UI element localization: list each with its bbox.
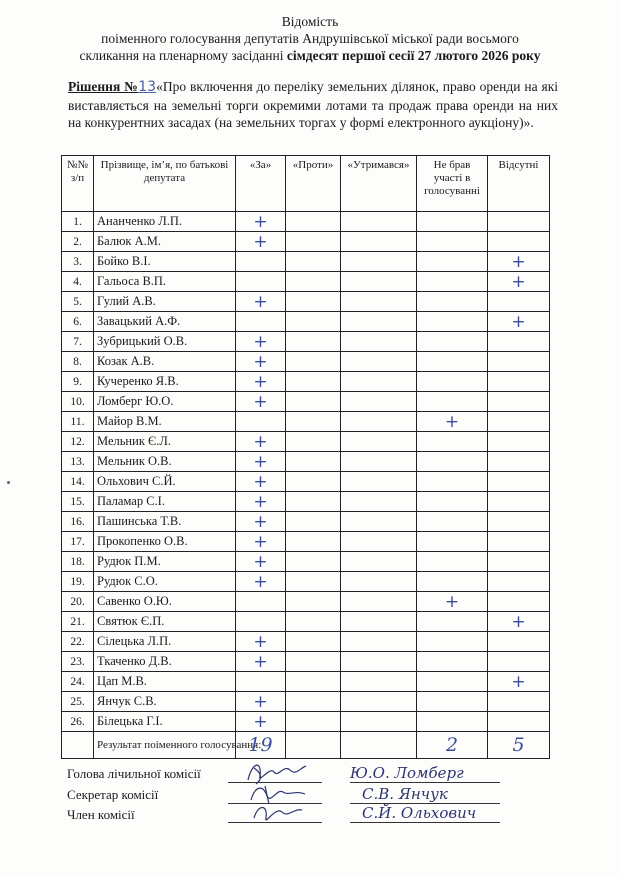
row-number: 16. <box>62 512 94 532</box>
deputy-name: Кучеренко Я.В. <box>94 372 236 392</box>
deputy-name: Козак А.В. <box>94 352 236 372</box>
col-header-name: Прізвище, ім’я, по батькові депутата <box>94 156 236 212</box>
row-number: 14. <box>62 472 94 492</box>
vote-cell-utrymavsia <box>341 312 417 332</box>
decision-label: Рішення № <box>68 79 139 94</box>
vote-cell-nopart <box>417 292 488 312</box>
vote-cell-utrymavsia <box>341 292 417 312</box>
vote-mark: + <box>253 391 268 412</box>
vote-cell-utrymavsia <box>341 612 417 632</box>
vote-cell-absent <box>488 372 550 392</box>
deputy-name: Ольхович С.Й. <box>94 472 236 492</box>
vote-cell-proty <box>286 532 341 552</box>
vote-cell-za <box>236 372 286 392</box>
vote-cell-nopart <box>417 592 488 612</box>
vote-cell-utrymavsia <box>341 632 417 652</box>
deputy-name: Балюк А.М. <box>94 232 236 252</box>
deputy-name: Прокопенко О.В. <box>94 532 236 552</box>
vote-cell-absent <box>488 212 550 232</box>
vote-cell-absent <box>488 452 550 472</box>
row-number: 3. <box>62 252 94 272</box>
vote-cell-nopart <box>417 232 488 252</box>
result-absent: 5 <box>488 732 550 759</box>
vote-cell-absent <box>488 492 550 512</box>
deputy-name: Ломберг Ю.О. <box>94 392 236 412</box>
vote-mark: + <box>253 451 268 472</box>
vote-cell-proty <box>286 652 341 672</box>
vote-cell-proty <box>286 272 341 292</box>
vote-cell-za <box>236 212 286 232</box>
vote-cell-proty <box>286 492 341 512</box>
vote-cell-absent <box>488 712 550 732</box>
row-number: 26. <box>62 712 94 732</box>
deputy-name: Цап М.В. <box>94 672 236 692</box>
table-row <box>62 632 550 652</box>
table-row <box>62 312 550 332</box>
vote-cell-proty <box>286 252 341 272</box>
vote-cell-proty <box>286 592 341 612</box>
vote-cell-absent <box>488 392 550 412</box>
vote-cell-proty <box>286 712 341 732</box>
vote-cell-utrymavsia <box>341 692 417 712</box>
deputy-name: Ткаченко Д.В. <box>94 652 236 672</box>
vote-cell-za <box>236 412 286 432</box>
deputy-name: Білецька Г.І. <box>94 712 236 732</box>
row-number: 2. <box>62 232 94 252</box>
col-header-no-participation: Не брав участі в голосуванні <box>417 156 488 212</box>
vote-cell-absent <box>488 552 550 572</box>
col-header-absent: Відсутні <box>488 156 550 212</box>
row-number: 5. <box>62 292 94 312</box>
vote-cell-za <box>236 572 286 592</box>
vote-cell-za <box>236 252 286 272</box>
vote-cell-proty <box>286 332 341 352</box>
vote-cell-utrymavsia <box>341 392 417 412</box>
vote-cell-za <box>236 672 286 692</box>
vote-cell-nopart <box>417 352 488 372</box>
table-row <box>62 292 550 312</box>
vote-cell-nopart <box>417 212 488 232</box>
vote-cell-proty <box>286 372 341 392</box>
doc-subtitle: поіменного голосування депутатів Андрушівської міської ради восьмого <box>101 31 519 46</box>
vote-cell-proty <box>286 672 341 692</box>
deputy-name: Ананченко Л.П. <box>94 212 236 232</box>
vote-cell-utrymavsia <box>341 572 417 592</box>
vote-mark: + <box>511 251 526 272</box>
vote-cell-absent <box>488 672 550 692</box>
row-number: 6. <box>62 312 94 332</box>
table-row <box>62 352 550 372</box>
table-row <box>62 592 550 612</box>
vote-cell-utrymavsia <box>341 672 417 692</box>
row-number: 4. <box>62 272 94 292</box>
table-row <box>62 392 550 412</box>
vote-cell-absent <box>488 312 550 332</box>
vote-cell-nopart <box>417 332 488 352</box>
vote-mark: + <box>253 631 268 652</box>
vote-cell-utrymavsia <box>341 452 417 472</box>
deputy-name: Сілецька Л.П. <box>94 632 236 652</box>
col-header-proty: «Проти» <box>286 156 341 212</box>
vote-mark: + <box>253 571 268 592</box>
row-number: 1. <box>62 212 94 232</box>
row-number: 15. <box>62 492 94 512</box>
vote-mark: + <box>253 491 268 512</box>
vote-cell-nopart <box>417 432 488 452</box>
table-row <box>62 412 550 432</box>
vote-cell-utrymavsia <box>341 532 417 552</box>
vote-cell-absent <box>488 632 550 652</box>
row-number: 24. <box>62 672 94 692</box>
vote-cell-nopart <box>417 372 488 392</box>
row-number: 11. <box>62 412 94 432</box>
vote-cell-proty <box>286 612 341 632</box>
vote-cell-utrymavsia <box>341 492 417 512</box>
sig-name-line-head <box>350 782 500 783</box>
vote-cell-utrymavsia <box>341 212 417 232</box>
vote-mark: + <box>253 651 268 672</box>
vote-cell-nopart <box>417 712 488 732</box>
table-row <box>62 512 550 532</box>
vote-mark: + <box>253 711 268 732</box>
vote-mark: + <box>253 331 268 352</box>
deputy-name: Янчук С.В. <box>94 692 236 712</box>
vote-cell-utrymavsia <box>341 512 417 532</box>
row-number: 7. <box>62 332 94 352</box>
row-number: 8. <box>62 352 94 372</box>
vote-cell-nopart <box>417 392 488 412</box>
vote-cell-za <box>236 312 286 332</box>
row-number: 10. <box>62 392 94 412</box>
vote-cell-absent <box>488 432 550 452</box>
vote-cell-za <box>236 692 286 712</box>
vote-cell-za <box>236 232 286 252</box>
vote-cell-utrymavsia <box>341 372 417 392</box>
sig-name-member: С.Й. Ольхович <box>362 804 477 822</box>
deputy-name: Рудюк П.М. <box>94 552 236 572</box>
sig-label-member: Член комісії <box>67 807 135 822</box>
vote-mark: + <box>511 271 526 292</box>
vote-cell-utrymavsia <box>341 472 417 492</box>
vote-mark: + <box>253 371 268 392</box>
scan-speck <box>7 481 10 484</box>
sig-label-secretary: Секретар комісії <box>67 787 159 802</box>
vote-cell-za <box>236 492 286 512</box>
vote-mark: + <box>253 511 268 532</box>
vote-cell-za <box>236 592 286 612</box>
col-header-za: «За» <box>236 156 286 212</box>
vote-cell-za <box>236 552 286 572</box>
doc-subtitle-session: скликання на пленарному засіданні сімдесят першої сесії 27 лютого 2026 року <box>79 48 541 63</box>
deputy-name: Пашинська Т.В. <box>94 512 236 532</box>
row-number: 25. <box>62 692 94 712</box>
table-row <box>62 712 550 732</box>
table-row <box>62 232 550 252</box>
table-row <box>62 692 550 712</box>
vote-cell-za <box>236 292 286 312</box>
vote-table <box>61 155 550 759</box>
vote-cell-proty <box>286 292 341 312</box>
table-row <box>62 652 550 672</box>
vote-mark: + <box>253 691 268 712</box>
vote-cell-utrymavsia <box>341 332 417 352</box>
vote-mark: + <box>253 351 268 372</box>
table-row <box>62 272 550 292</box>
row-number: 17. <box>62 532 94 552</box>
table-row <box>62 332 550 352</box>
vote-cell-nopart <box>417 452 488 472</box>
vote-cell-proty <box>286 452 341 472</box>
vote-cell-proty <box>286 572 341 592</box>
vote-cell-utrymavsia <box>341 252 417 272</box>
vote-cell-za <box>236 532 286 552</box>
vote-cell-proty <box>286 212 341 232</box>
col-header-number: №№ з/п <box>62 156 94 212</box>
vote-cell-utrymavsia <box>341 272 417 292</box>
vote-cell-utrymavsia <box>341 232 417 252</box>
vote-cell-proty <box>286 692 341 712</box>
deputy-name: Мельник Є.Л. <box>94 432 236 452</box>
vote-mark: + <box>253 551 268 572</box>
vote-cell-absent <box>488 572 550 592</box>
vote-cell-za <box>236 712 286 732</box>
deputy-name: Рудюк С.О. <box>94 572 236 592</box>
result-za: 19 <box>236 732 286 759</box>
vote-cell-utrymavsia <box>341 432 417 452</box>
col-header-utrymavsia: «Утримався» <box>341 156 417 212</box>
vote-cell-proty <box>286 632 341 652</box>
vote-cell-nopart <box>417 532 488 552</box>
vote-mark: + <box>511 311 526 332</box>
table-row <box>62 612 550 632</box>
vote-mark: + <box>253 211 268 232</box>
vote-cell-nopart <box>417 492 488 512</box>
vote-cell-za <box>236 272 286 292</box>
deputy-name: Бойко В.І. <box>94 252 236 272</box>
vote-cell-za <box>236 392 286 412</box>
vote-cell-proty <box>286 472 341 492</box>
row-number: 21. <box>62 612 94 632</box>
vote-cell-utrymavsia <box>341 592 417 612</box>
table-row <box>62 532 550 552</box>
vote-cell-absent <box>488 532 550 552</box>
vote-mark: + <box>511 611 526 632</box>
vote-cell-proty <box>286 312 341 332</box>
vote-cell-absent <box>488 232 550 252</box>
vote-cell-proty <box>286 432 341 452</box>
vote-cell-utrymavsia <box>341 412 417 432</box>
deputy-name: Гальоса В.П. <box>94 272 236 292</box>
vote-cell-absent <box>488 332 550 352</box>
deputy-name: Зубрицький О.В. <box>94 332 236 352</box>
vote-cell-absent <box>488 292 550 312</box>
doc-title: Відомість <box>281 14 339 29</box>
vote-cell-nopart <box>417 692 488 712</box>
sig-name-line-member <box>350 822 500 823</box>
vote-cell-absent <box>488 272 550 292</box>
vote-cell-nopart <box>417 572 488 592</box>
row-number: 18. <box>62 552 94 572</box>
vote-cell-utrymavsia <box>341 712 417 732</box>
sig-name-head: Ю.О. Ломберг <box>350 764 464 782</box>
table-body <box>62 212 550 732</box>
vote-cell-proty <box>286 392 341 412</box>
vote-cell-nopart <box>417 512 488 532</box>
result-no-participation: 2 <box>417 732 488 759</box>
vote-cell-absent <box>488 692 550 712</box>
table-row <box>62 432 550 452</box>
vote-cell-za <box>236 452 286 472</box>
vote-cell-za <box>236 512 286 532</box>
row-number: 9. <box>62 372 94 392</box>
row-number: 12. <box>62 432 94 452</box>
decision-paragraph <box>68 78 558 132</box>
vote-cell-absent <box>488 612 550 632</box>
vote-cell-absent <box>488 252 550 272</box>
decision-number: 13 <box>138 79 157 95</box>
row-number: 19. <box>62 572 94 592</box>
vote-cell-za <box>236 652 286 672</box>
deputy-name: Мельник О.В. <box>94 452 236 472</box>
vote-mark: + <box>253 231 268 252</box>
vote-cell-proty <box>286 232 341 252</box>
row-number: 20. <box>62 592 94 612</box>
vote-cell-nopart <box>417 632 488 652</box>
deputy-name: Савенко О.Ю. <box>94 592 236 612</box>
vote-mark: + <box>511 671 526 692</box>
deputy-name: Святюк Є.П. <box>94 612 236 632</box>
table-row <box>62 552 550 572</box>
vote-cell-utrymavsia <box>341 652 417 672</box>
vote-cell-proty <box>286 352 341 372</box>
sig-name-secretary: С.В. Янчук <box>362 785 448 803</box>
vote-cell-utrymavsia <box>341 352 417 372</box>
decision-text: «Про включення до переліку земельних ділянок, право оренди на які виставляється на земельні торги окремими лотами та продаж права оренди на них на конкурентних засадах (на земельних торгах у формі електронного аукціону)». <box>68 79 559 130</box>
vote-cell-nopart <box>417 252 488 272</box>
result-utrymavsia <box>341 732 417 759</box>
signature-member-scribble <box>248 800 308 828</box>
vote-cell-za <box>236 632 286 652</box>
result-label: Результат поіменного голосування: <box>94 732 236 759</box>
vote-cell-absent <box>488 352 550 372</box>
vote-cell-absent <box>488 472 550 492</box>
vote-mark: + <box>253 531 268 552</box>
vote-cell-nopart <box>417 312 488 332</box>
vote-cell-nopart <box>417 472 488 492</box>
vote-mark: + <box>253 431 268 452</box>
result-proty <box>286 732 341 759</box>
vote-cell-za <box>236 612 286 632</box>
vote-cell-nopart <box>417 612 488 632</box>
row-number: 23. <box>62 652 94 672</box>
vote-cell-proty <box>286 412 341 432</box>
vote-cell-absent <box>488 512 550 532</box>
table-row <box>62 492 550 512</box>
vote-cell-nopart <box>417 272 488 292</box>
vote-cell-proty <box>286 512 341 532</box>
table-row <box>62 252 550 272</box>
row-number: 13. <box>62 452 94 472</box>
vote-cell-absent <box>488 412 550 432</box>
sig-label-head: Голова лічильної комісії <box>67 766 201 781</box>
vote-cell-nopart <box>417 552 488 572</box>
vote-cell-utrymavsia <box>341 552 417 572</box>
table-row <box>62 452 550 472</box>
table-row <box>62 372 550 392</box>
deputy-name: Завацький А.Ф. <box>94 312 236 332</box>
table-row <box>62 672 550 692</box>
deputy-name: Гулий А.В. <box>94 292 236 312</box>
vote-cell-absent <box>488 592 550 612</box>
table-row <box>62 212 550 232</box>
table-row <box>62 472 550 492</box>
vote-cell-nopart <box>417 412 488 432</box>
vote-cell-za <box>236 352 286 372</box>
vote-mark: + <box>253 291 268 312</box>
deputy-name: Паламар С.І. <box>94 492 236 512</box>
vote-cell-za <box>236 332 286 352</box>
vote-cell-za <box>236 432 286 452</box>
vote-mark: + <box>253 471 268 492</box>
vote-cell-proty <box>286 552 341 572</box>
vote-cell-nopart <box>417 652 488 672</box>
result-row <box>62 732 550 759</box>
table-row <box>62 572 550 592</box>
row-number: 22. <box>62 632 94 652</box>
vote-cell-nopart <box>417 672 488 692</box>
table-header-row <box>62 156 550 212</box>
vote-cell-absent <box>488 652 550 672</box>
vote-mark: + <box>444 411 460 432</box>
vote-mark: + <box>444 591 460 612</box>
result-spacer <box>62 732 94 759</box>
vote-cell-za <box>236 472 286 492</box>
deputy-name: Майор В.М. <box>94 412 236 432</box>
